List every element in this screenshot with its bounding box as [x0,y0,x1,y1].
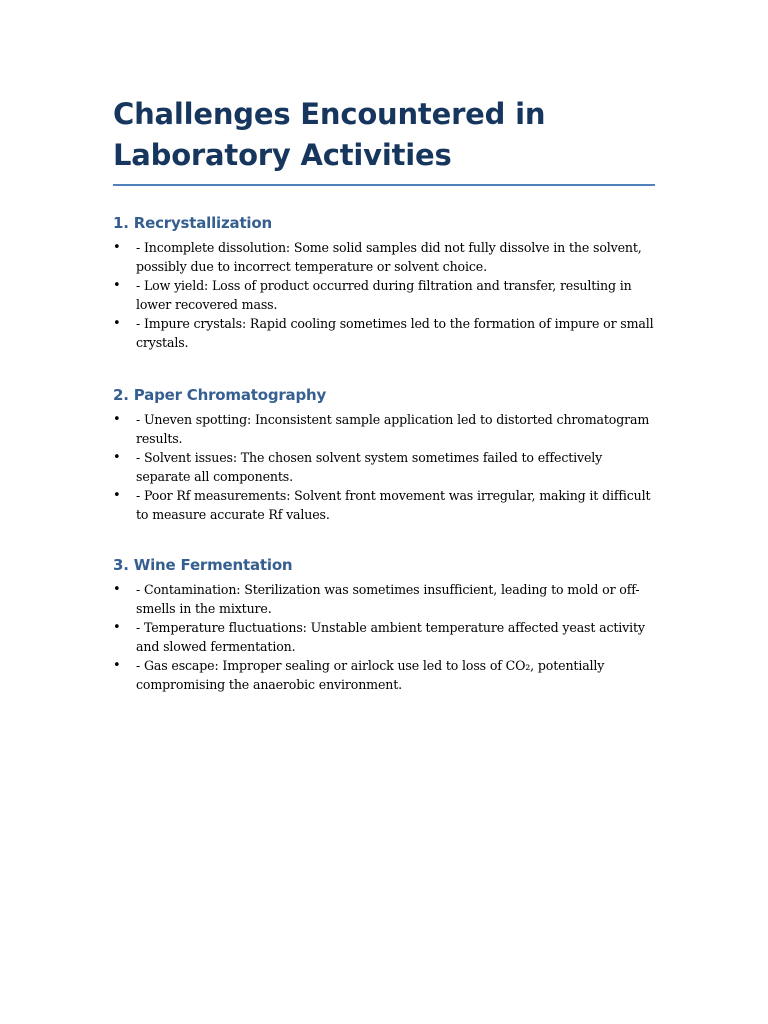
bullet-icon: • [113,240,121,255]
list-item [113,656,655,694]
list-item-text: - Incomplete dissolution: Some solid samples did not fully dissolve in the solvent, possibly due to incorrect temperature or solvent choice. [136,240,642,274]
section-heading: 1. Recrystallization [113,214,272,232]
bullet-list [113,580,655,694]
section-wine-fermentation [113,555,655,694]
list-item-text: - Impure crystals: Rapid cooling sometimes led to the formation of impure or small crystals. [136,316,654,350]
list-item [113,238,655,276]
bullet-list [113,238,655,352]
list-item-text: - Solvent issues: The chosen solvent system sometimes failed to effectively separate all components. [136,450,603,484]
document-title: Challenges Encountered in Laboratory Activities [113,94,655,186]
list-item-text: - Poor Rf measurements: Solvent front movement was irregular, making it difficult to measure accurate Rf values. [136,488,651,522]
list-item [113,448,655,486]
bullet-icon: • [113,412,121,427]
list-item [113,314,655,352]
list-item [113,486,655,524]
document-page [113,94,655,692]
list-item [113,618,655,656]
section-heading: 3. Wine Fermentation [113,556,293,574]
section-paper-chromatography [113,385,655,524]
list-item [113,410,655,448]
bullet-icon: • [113,620,121,635]
bullet-icon: • [113,450,121,465]
bullet-icon: • [113,582,121,597]
section-recrystallization [113,213,655,352]
bullet-icon: • [113,316,121,331]
bullet-icon: • [113,278,121,293]
list-item-text: - Temperature fluctuations: Unstable ambient temperature affected yeast activity and slowed fermentation. [136,620,645,654]
section-heading: 2. Paper Chromatography [113,386,327,404]
bullet-icon: • [113,658,121,673]
list-item [113,276,655,314]
bullet-list [113,410,655,524]
list-item [113,580,655,618]
list-item-text: - Gas escape: Improper sealing or airlock use led to loss of CO₂, potentially compromising the anaerobic environment. [136,658,605,692]
list-item-text: - Uneven spotting: Inconsistent sample application led to distorted chromatogram results. [136,412,650,446]
list-item-text: - Contamination: Sterilization was sometimes insufficient, leading to mold or off-smells in the mixture. [136,582,640,616]
bullet-icon: • [113,488,121,503]
list-item-text: - Low yield: Loss of product occurred during filtration and transfer, resulting in lower recovered mass. [136,278,632,312]
